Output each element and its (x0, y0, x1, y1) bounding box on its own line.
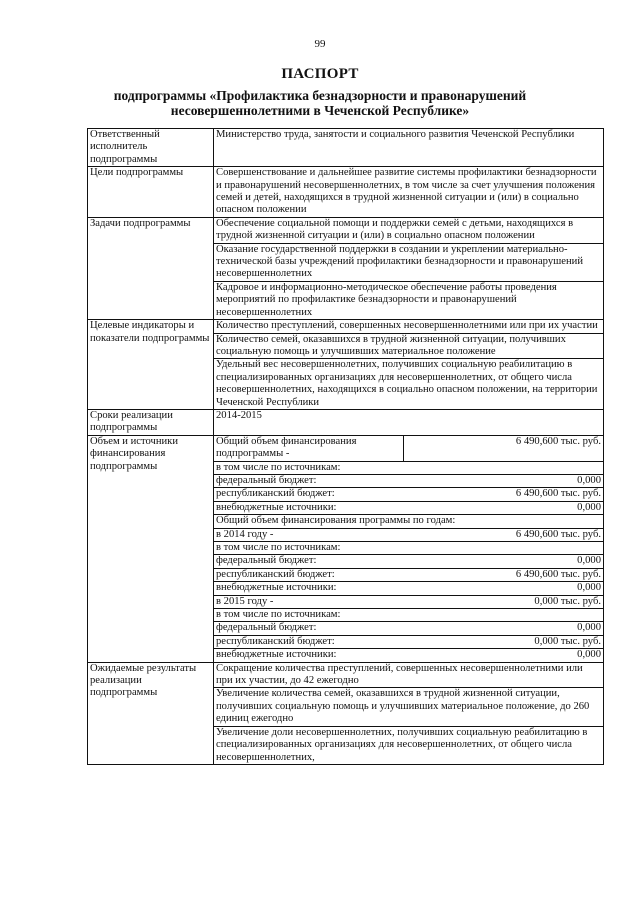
task-item: Обеспечение социальной помощи и поддержки семей с детьми, находящихся в трудной жизненной ситуации и (или) в социально опасном положении (216, 217, 574, 242)
page-number: 99 (314, 38, 326, 50)
fin-extra-label: внебюджетные источники: (214, 501, 404, 514)
fin-extra-value: 0,000 (404, 501, 604, 514)
fin-extra-label: внебюджетные источники: (214, 649, 404, 662)
row-label: Объем и источники финансирования подпрограммы (88, 435, 214, 662)
task-item: Кадровое и информационно-методическое обеспечение работы проведения мероприятий по профилактике безнадзорности и правонарушений несовершеннолетних (214, 281, 603, 319)
table-row (88, 662, 604, 764)
row-label: Сроки реализации подпрограммы (88, 409, 214, 435)
indicator-item: Количество семей, оказавшихся в трудной жизненной ситуации, получивших социальную помощь и улучшивших материальное положение (214, 333, 603, 359)
fin-republic-value: 6 490,600 тыс. руб. (404, 568, 604, 581)
table-row (88, 320, 604, 410)
fin-2014-label: в 2014 году - (214, 528, 404, 541)
fin-sources-label: в том числе по источникам: (214, 542, 603, 555)
fin-federal-label: федеральный бюджет: (214, 474, 404, 487)
fin-total-label: Общий объем финансирования подпрограммы - (216, 435, 357, 460)
table-row (88, 129, 604, 167)
fin-extra-label: внебюджетные источники: (214, 582, 404, 595)
row-label: Цели подпрограммы (88, 167, 214, 218)
fin-2015-label: в 2015 году - (214, 595, 404, 608)
row-value: Совершенствование и дальнейшее развитие системы профилактики безнадзорности и правонарушений несовершеннолетних, в том числе за счет улучшения положения семей и детей, находящихся в трудной жизненной ситуации и (или) в социально опасном положении (214, 167, 604, 218)
table-row (88, 435, 604, 662)
fin-republic-label: республиканский бюджет: (214, 635, 404, 648)
fin-federal-value: 0,000 (404, 555, 604, 568)
row-value: Министерство труда, занятости и социального развития Чеченской Республики (214, 129, 604, 167)
fin-by-years-label: Общий объем финансирования программы по годам: (214, 515, 603, 528)
fin-extra-value: 0,000 (404, 582, 604, 595)
fin-2014-value: 6 490,600 тыс. руб. (404, 528, 604, 541)
fin-federal-label: федеральный бюджет: (214, 622, 404, 635)
fin-federal-value: 0,000 (404, 474, 604, 487)
table-row (88, 217, 604, 319)
fin-federal-label: федеральный бюджет: (214, 555, 404, 568)
fin-2015-value: 0,000 тыс. руб. (404, 595, 604, 608)
row-label: Ожидаемые результаты реализации подпрограммы (88, 662, 214, 764)
financing-table (214, 436, 603, 662)
fin-federal-value: 0,000 (404, 622, 604, 635)
task-item: Оказание государственной поддержки в создании и укреплении материально-технической базы учреждений профилактики безнадзорности и правонарушений несовершеннолетних (214, 243, 603, 281)
passport-table (87, 128, 604, 765)
table-row (88, 167, 604, 218)
row-value: 2014-2015 (214, 409, 604, 435)
fin-extra-value: 0,000 (404, 649, 604, 662)
fin-republic-value: 0,000 тыс. руб. (404, 635, 604, 648)
document-subtitle: подпрограммы «Профилактика безнадзорности и правонарушений несовершеннолетними в Чеченской Республике» (113, 88, 527, 118)
fin-sources-label: в том числе по источникам: (214, 461, 603, 474)
table-row (88, 409, 604, 435)
indicator-item: Удельный вес несовершеннолетних, получивших социальную реабилитацию в специализированных организациях для несовершеннолетних, от общего числа несовершеннолетних, находящихся в социально опасном положении, на территории Чеченской Республики (214, 358, 603, 409)
result-item: Увеличение количества семей, оказавшихся в трудной жизненной ситуации, получивших социальную помощь и улучшивших материальное положение, до 260 единиц ежегодно (214, 687, 603, 725)
fin-republic-label: республиканский бюджет: (214, 488, 404, 501)
document-title: ПАСПОРТ (281, 66, 359, 82)
result-item: Сокращение количества преступлений, совершенных несовершеннолетними или при их участии, до 42 ежегодно (216, 662, 583, 687)
row-label: Задачи подпрограммы (88, 217, 214, 319)
indicator-item: Количество преступлений, совершенных несовершеннолетними или при их участии (216, 320, 598, 332)
fin-republic-value: 6 490,600 тыс. руб. (404, 488, 604, 501)
row-label: Ответственный исполнитель подпрограммы (88, 129, 214, 167)
row-label: Целевые индикаторы и показатели подпрограммы (88, 320, 214, 410)
fin-total-value: 6 490,600 тыс. руб. (404, 436, 604, 461)
fin-sources-label: в том числе по источникам: (214, 609, 603, 622)
result-item: Увеличение доли несовершеннолетних, получивших социальную реабилитацию в специализированных организациях для несовершеннолетних, от общего числа несовершеннолетних, (214, 726, 603, 764)
fin-republic-label: республиканский бюджет: (214, 568, 404, 581)
